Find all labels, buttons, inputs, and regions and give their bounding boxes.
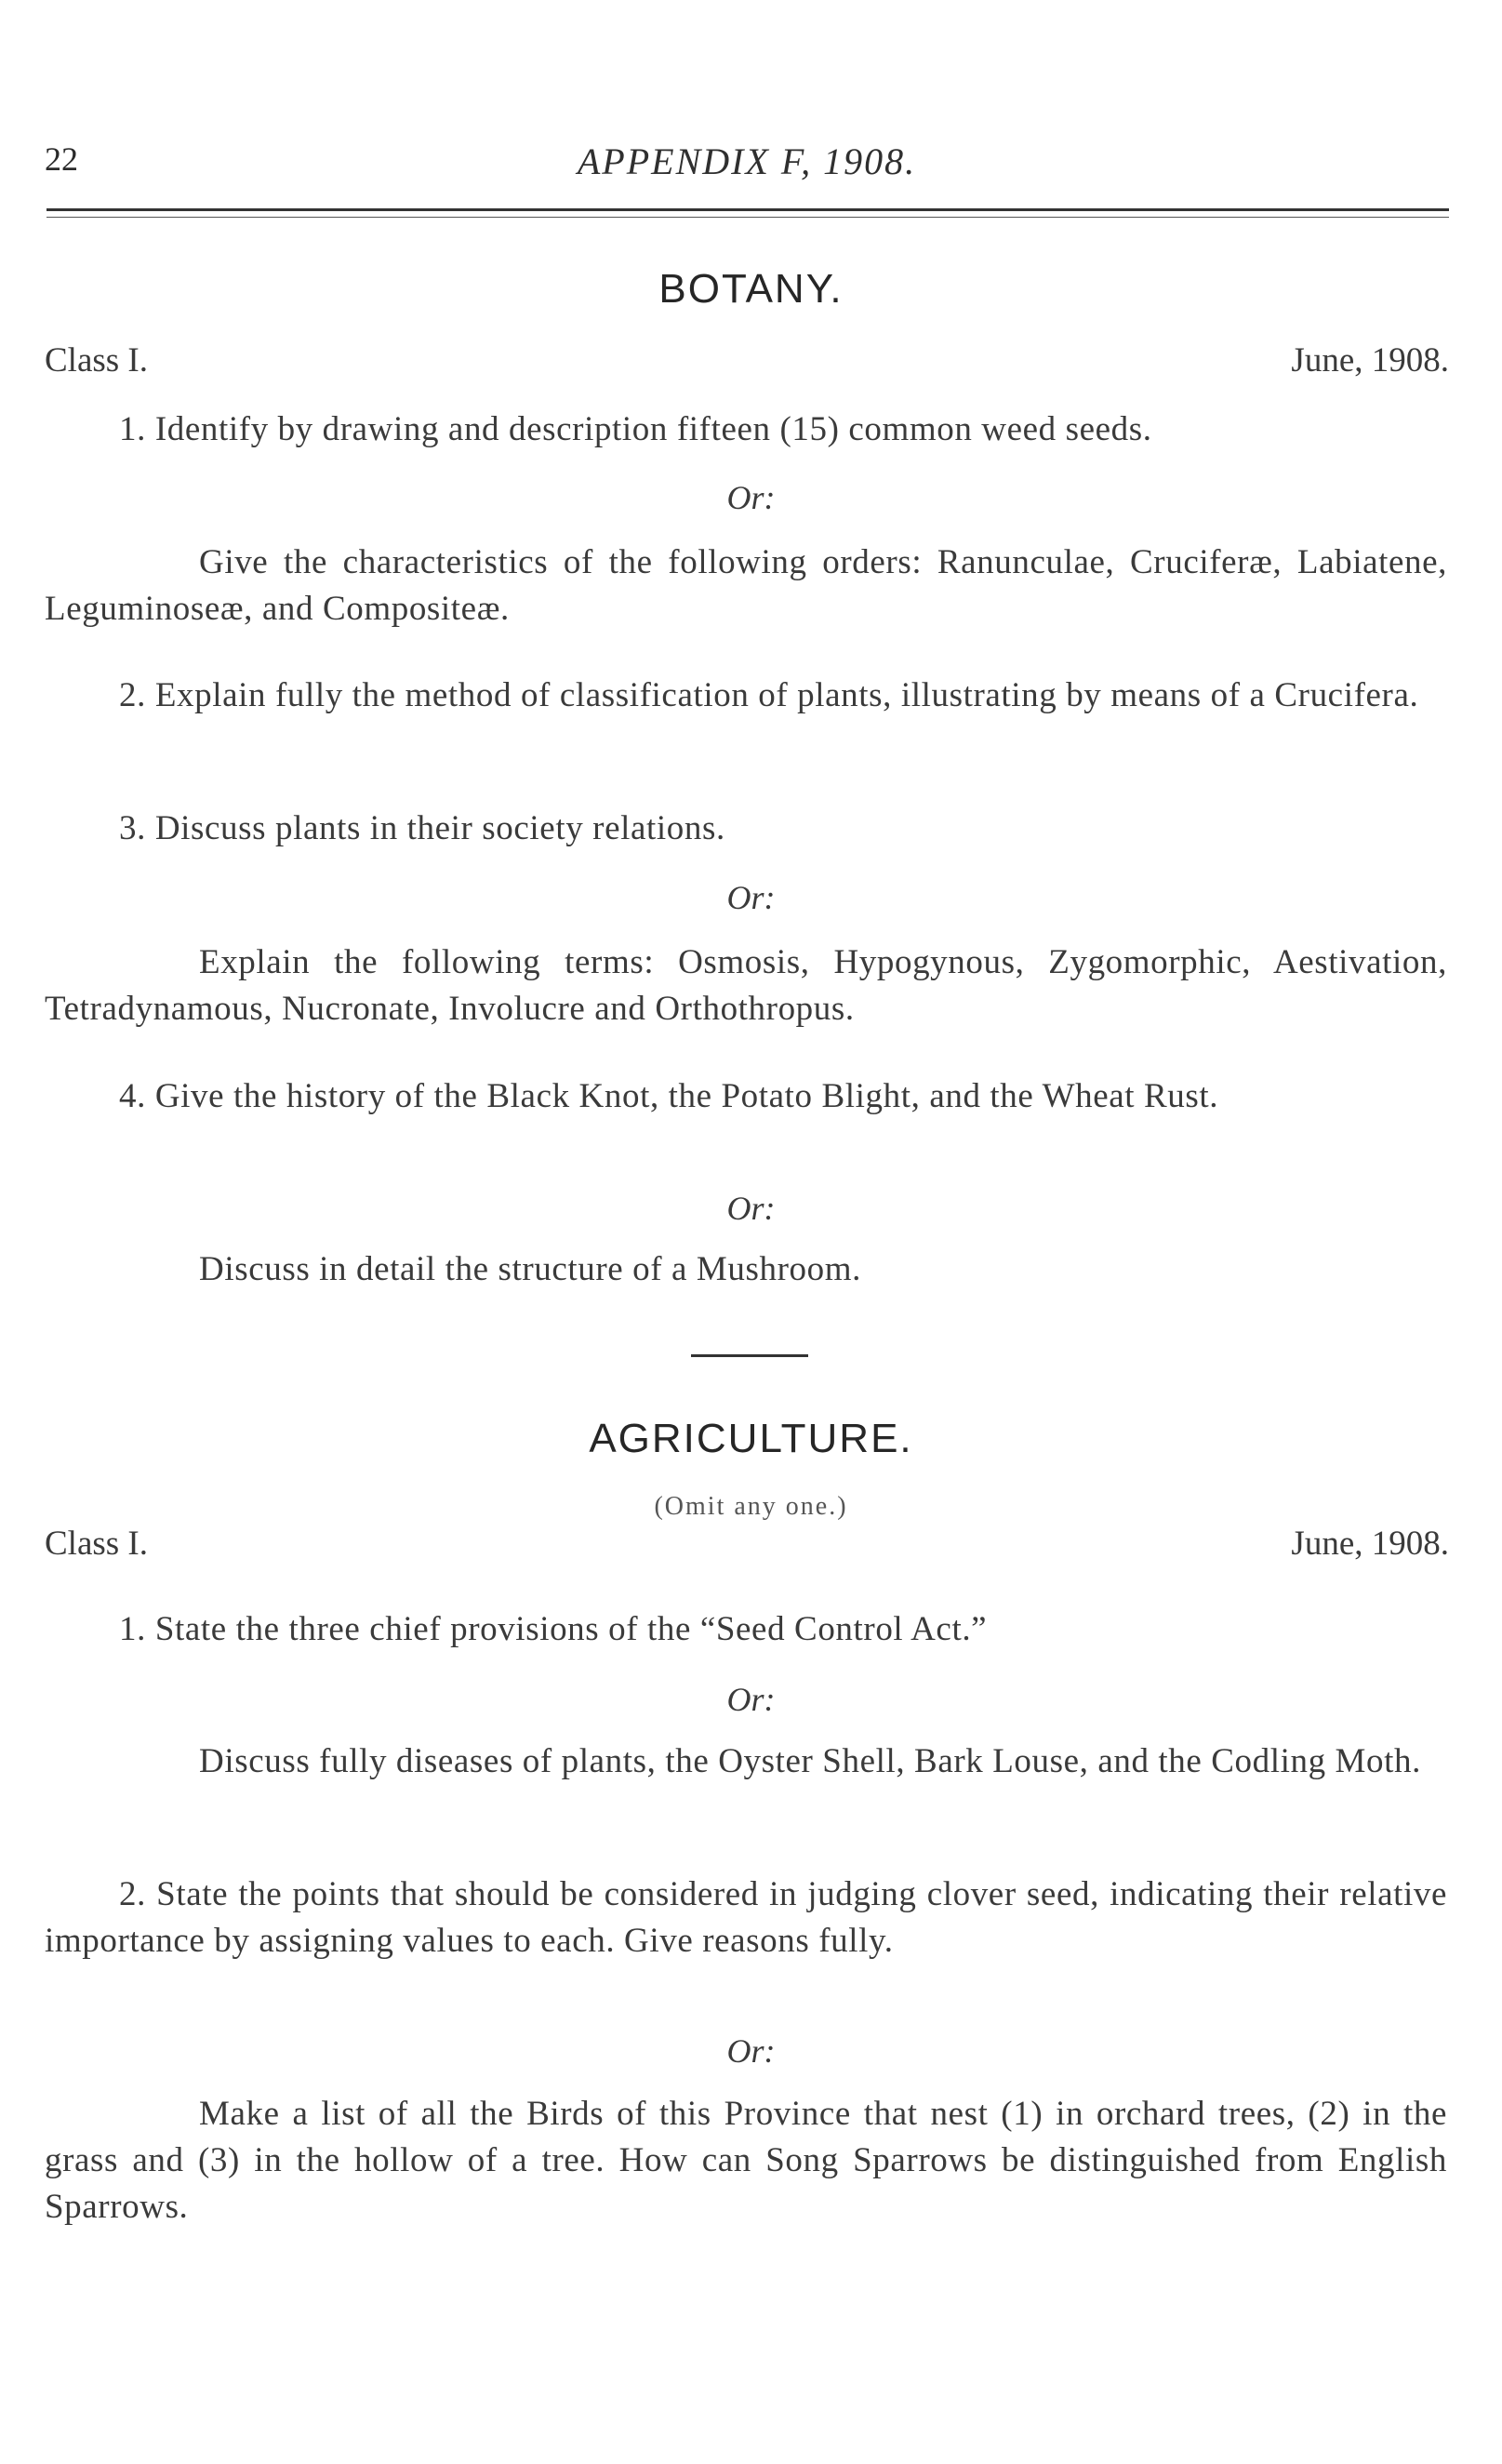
question-number: 2. <box>119 1875 146 1913</box>
question-text: Discuss in detail the structure of a Mushroom. <box>199 1250 861 1288</box>
page-header <box>45 140 1449 186</box>
question-text: Give the characteristics of the following orders: Ranunculae, Cruciferæ, Labiatene, Leguminoseæ, and Compositeæ. <box>45 543 1447 628</box>
question-text: Discuss fully diseases of plants, the Oyster Shell, Bark Louse, and the Codling Moth. <box>199 1742 1421 1780</box>
botany-question-4 <box>45 1073 1447 1120</box>
agriculture-class-row <box>45 1524 1449 1566</box>
question-number: 4. <box>119 1077 146 1115</box>
agriculture-class-label: Class I. <box>45 1525 148 1563</box>
botany-question-2 <box>45 673 1447 719</box>
agriculture-date: June, 1908. <box>1291 1525 1449 1563</box>
header-rule-thick <box>47 208 1449 211</box>
agriculture-question-1 <box>45 1606 1447 1653</box>
running-head: APPENDIX F, 1908. <box>577 140 917 182</box>
section-divider <box>691 1354 808 1357</box>
header-rule-thin <box>47 217 1449 218</box>
question-text: State the points that should be considered in judging clover seed, indicating their relative importance by assigning values to each. Give reasons fully. <box>45 1875 1447 1960</box>
botany-question-4-alt <box>45 1246 1447 1293</box>
agriculture-note: (Omit any one.) <box>654 1492 848 1521</box>
page-number: 22 <box>45 140 78 178</box>
question-text: Make a list of all the Birds of this Province that nest (1) in orchard trees, (2) in the grass and (3) in the hollow of a tree. How can Song Sparrows be distinguished from English Sparrows. <box>45 2095 1447 2226</box>
botany-date: June, 1908. <box>1291 341 1449 380</box>
botany-or-3: Or: <box>726 1190 776 1227</box>
botany-question-1 <box>45 406 1447 453</box>
question-number: 1. <box>119 410 146 448</box>
question-number: 2. <box>119 676 146 714</box>
question-number: 1. <box>119 1610 146 1648</box>
question-text: Identify by drawing and description fifteen (15) common weed seeds. <box>154 410 1152 448</box>
agriculture-question-2-alt <box>45 2091 1447 2231</box>
question-text: State the three chief provisions of the “Seed Control Act.” <box>154 1610 988 1648</box>
botany-or-1: Or: <box>726 479 776 516</box>
botany-class-row <box>45 340 1449 383</box>
question-number: 3. <box>119 809 146 847</box>
agriculture-or-1: Or: <box>726 1681 776 1718</box>
botany-question-3-alt <box>45 939 1447 1032</box>
botany-or-2: Or: <box>726 879 776 916</box>
question-text: Explain fully the method of classification of plants, illustrating by means of a Crucifera. <box>154 676 1419 714</box>
agriculture-or-2: Or: <box>726 2032 776 2070</box>
agriculture-question-1-alt <box>45 1738 1447 1785</box>
botany-class-label: Class I. <box>45 341 148 380</box>
question-text: Explain the following terms: Osmosis, Hypogynous, Zygomorphic, Aestivation, Tetradynamous, Nucronate, Involucre and Orthothropus. <box>45 943 1447 1028</box>
agriculture-title: AGRICULTURE. <box>589 1416 913 1461</box>
question-text: Give the history of the Black Knot, the Potato Blight, and the Wheat Rust. <box>154 1077 1219 1115</box>
agriculture-question-2 <box>45 1871 1447 1965</box>
botany-question-3 <box>45 806 1447 852</box>
question-text: Discuss plants in their society relations. <box>154 809 725 847</box>
botany-title: BOTANY. <box>658 266 844 312</box>
botany-question-1-alt <box>45 539 1447 633</box>
